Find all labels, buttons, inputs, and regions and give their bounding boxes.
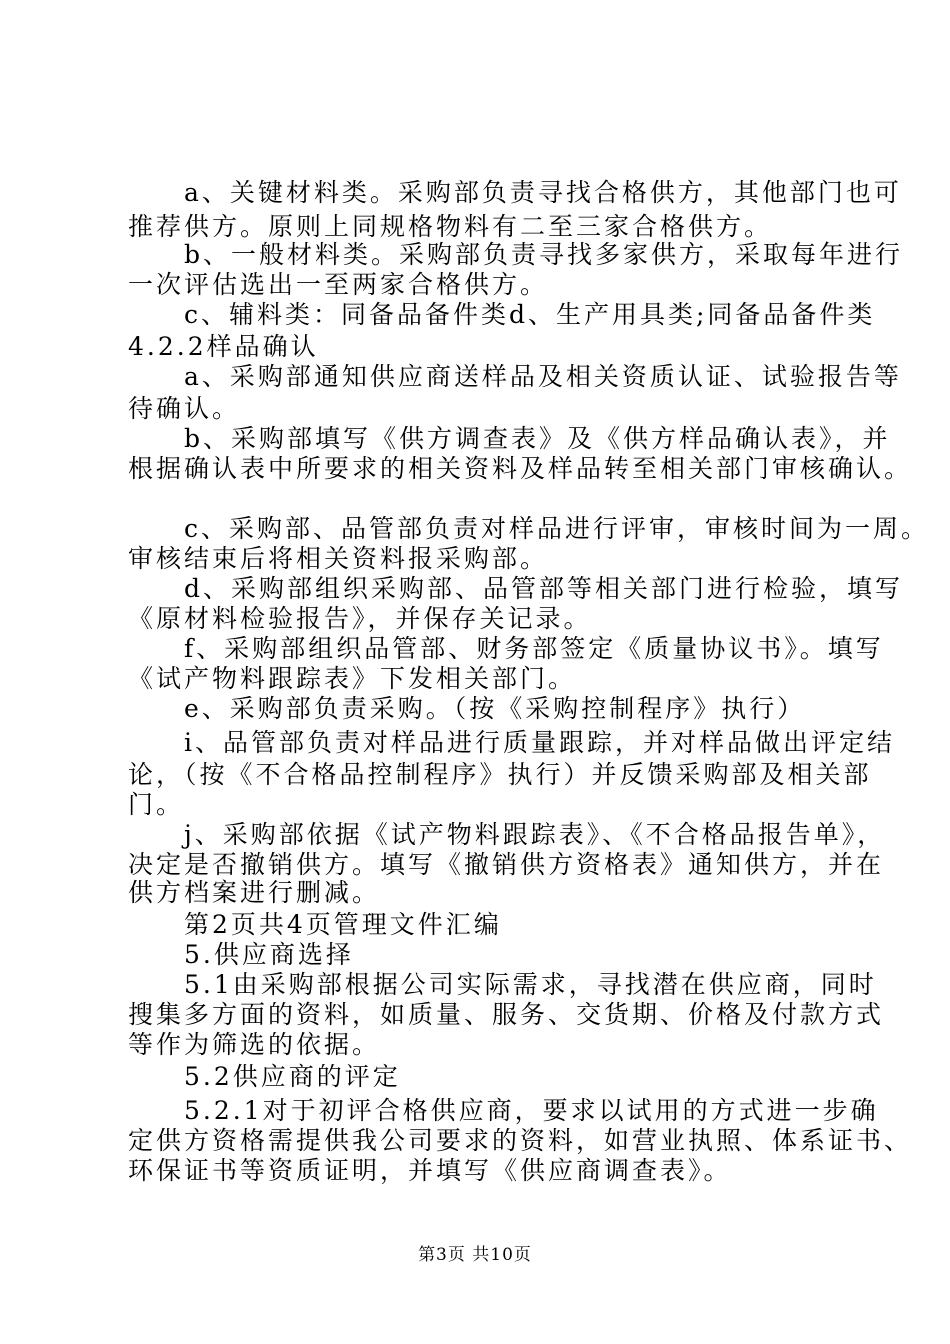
body-text-line: 环保证书等资质证明，并填写《供应商调查表》。 <box>128 1156 732 1185</box>
body-text-line: 根据确认表中所要求的相关资料及样品转至相关部门审核确认。 <box>128 454 913 483</box>
page-footer: 第3页 共10页 <box>418 1245 532 1265</box>
body-text-line: 《试产物料跟踪表》下发相关部门。 <box>128 664 577 693</box>
body-text-line: 搜集多方面的资料，如质量、服务、交货期、价格及付款方式 <box>128 1000 885 1029</box>
section-heading: 5.2供应商的评定 <box>128 1062 401 1091</box>
body-text-line: a、采购部通知供应商送样品及相关资质认证、试验报告等 <box>128 362 902 391</box>
body-text-line: b、一般材料类。采购部负责寻找多家供方，采取每年进行 <box>128 240 904 269</box>
body-text-line: a、关键材料类。采购部负责寻找合格供方，其他部门也可 <box>128 178 902 207</box>
body-text-line: c、采购部、品管部负责对样品进行评审，审核时间为一周。 <box>128 514 930 543</box>
body-text-line: 推荐供方。原则上同规格物料有二至三家合格供方。 <box>128 212 773 241</box>
body-text-line: 定供方资格需提供我公司要求的资料，如营业执照、体系证书、 <box>128 1126 913 1155</box>
body-text-line: 第2页共4页管理文件汇编 <box>128 910 502 939</box>
body-text-line: 待确认。 <box>128 394 241 423</box>
body-text-line: f、采购部组织品管部、财务部签定《质量协议书》。填写 <box>128 634 884 663</box>
body-text-line: 《原材料检验报告》，并保存关记录。 <box>128 604 592 633</box>
body-text-line: e、采购部负责采购。（按《采购控制程序》执行） <box>128 694 806 723</box>
section-heading: 4.2.2样品确认 <box>128 332 319 361</box>
body-text-line: 供方档案进行删减。 <box>128 878 381 907</box>
body-text-line: 一次评估选出一至两家合格供方。 <box>128 270 549 299</box>
body-text-line: 门。 <box>128 790 185 819</box>
body-text-line: 论，（按《不合格品控制程序》执行）并反馈采购部及相关部 <box>128 760 872 789</box>
body-text-line: d、采购部组织采购部、品管部等相关部门进行检验，填写 <box>128 574 904 603</box>
body-text-line: i、品管部负责对样品进行质量跟踪，并对样品做出评定结 <box>128 728 895 757</box>
body-text-line: 等作为筛选的依据。 <box>128 1030 381 1059</box>
body-text-line: 审核结束后将相关资料报采购部。 <box>128 544 549 573</box>
section-heading: 5.供应商选择 <box>128 940 354 969</box>
body-text-line: b、采购部填写《供方调查表》及《供方样品确认表》，并 <box>128 424 891 453</box>
body-text-line: j、采购部依据《试产物料跟踪表》、《不合格品报告单》， <box>128 820 886 849</box>
body-text-line: 决定是否撤销供方。填写《撤销供方资格表》通知供方，并在 <box>128 850 885 879</box>
body-text-line: 5.1由采购部根据公司实际需求，寻找潜在供应商，同时 <box>128 970 877 999</box>
body-text-line: 5.2.1对于初评合格供应商，要求以试用的方式进一步确 <box>128 1096 879 1125</box>
body-text-line: c、辅料类：同备品备件类d、生产用具类;同备品备件类 <box>128 300 876 329</box>
